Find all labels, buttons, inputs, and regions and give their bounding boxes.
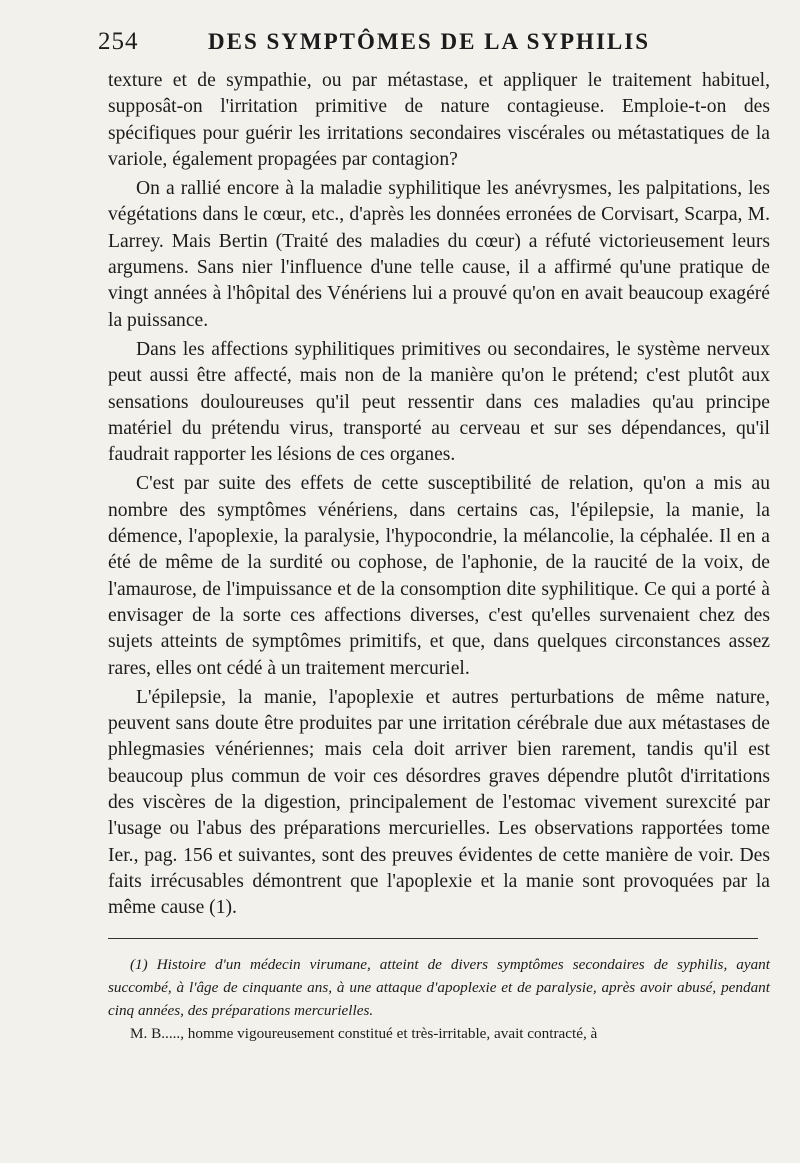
- body-text: [108, 68, 770, 922]
- paragraph-3: Dans les affections syphilitiques primitives ou secondaires, le système nerveux peut aussi être affecté, mais non de la manière qu'on le prétend; c'est plutôt aux sensations douloureuses qu'il peut ressentir dans ces maladies qu'au principe matériel du prétendu virus, transporté au cerveau et sur ses dépendances, qu'il faudrait rapporter les lésions de ces organes.: [108, 338, 770, 466]
- paragraph-5: L'épilepsie, la manie, l'apoplexie et autres perturbations de même nature, peuvent sans doute être produites par une irritation cérébrale due aux métastases de phlegmasies vénériennes; mais cela doit arriver bien rarement, tandis qu'il est beaucoup plus commun de voir ces désordres graves dépendre plutôt d'irritations des viscères de la digestion, principalement de l'estomac vivement surexcité par l'usage ou l'abus des préparations mercurielles. Les observations rapportées tome Ier., pag. 156 et suivantes, sont des preuves évidentes de cette manière de voir. Des faits irrécusables démontrent que l'apoplexie et la manie sont provoquées par la même cause (1).: [108, 686, 770, 919]
- footnote-divider: [108, 938, 758, 939]
- running-title: DES SYMPTÔMES DE LA SYPHILIS: [208, 29, 650, 54]
- paragraph-4: C'est par suite des effets de cette susceptibilité de relation, qu'on a mis au nombre des symptômes vénériens, dans certains cas, l'épilepsie, la manie, la démence, l'apoplexie, la paralysie, l'hypocondrie, la mélancolie, la céphalée. Il en a été de même de la surdité ou cophose, de l'aphonie, de la raucité de la voix, de l'amaurose, de l'impuissance et de la consomption dite syphilitique. Ce qui a porté à envisager de la sorte ces affections diverses, c'est qu'elles survenaient chez des sujets atteints de symptômes primitifs, et que, dans quelques circonstances assez rares, elles ont cédé à un traitement mercuriel.: [108, 473, 770, 679]
- page-number: 254: [98, 28, 139, 55]
- footnotes: [108, 953, 770, 1045]
- paragraph-1: texture et de sympathie, ou par métastase, et appliquer le traitement habituel, supposât-on l'irritation primitive de nature contagieuse. Emploie-t-on des spécifiques pour guérir les irritations secondaires viscérales ou métastatiques de la variole, également propagées par contagion?: [108, 70, 770, 170]
- paragraph-2: On a rallié encore à la maladie syphilitique les anévrysmes, les palpitations, les végétations dans le cœur, etc., d'après les données erronées de Corvisart, Scarpa, M. Larrey. Mais Bertin (Traité des maladies du cœur) a réfuté victorieusement leurs argumens. Sans nier l'influence d'une telle cause, il a affirmé qu'une pratique de vingt années à l'hôpital des Vénériens lui a prouvé qu'on en avait beaucoup exagéré la puissance.: [108, 178, 770, 331]
- footnote-1-text: (1) Histoire d'un médecin virumane, atteint de divers symptômes secondaires de syphilis, ayant succombé, à l'âge de cinquante ans, à une attaque d'apoplexie et de paralysie, après avoir abusé, pendant cinq années, des préparations mercurielles.: [108, 955, 770, 1019]
- page-header: [98, 28, 770, 68]
- footnote-1: [108, 953, 770, 1022]
- footnote-continuation: M. B....., homme vigoureusement constitué et très-irritable, avait contracté, à: [130, 1024, 598, 1042]
